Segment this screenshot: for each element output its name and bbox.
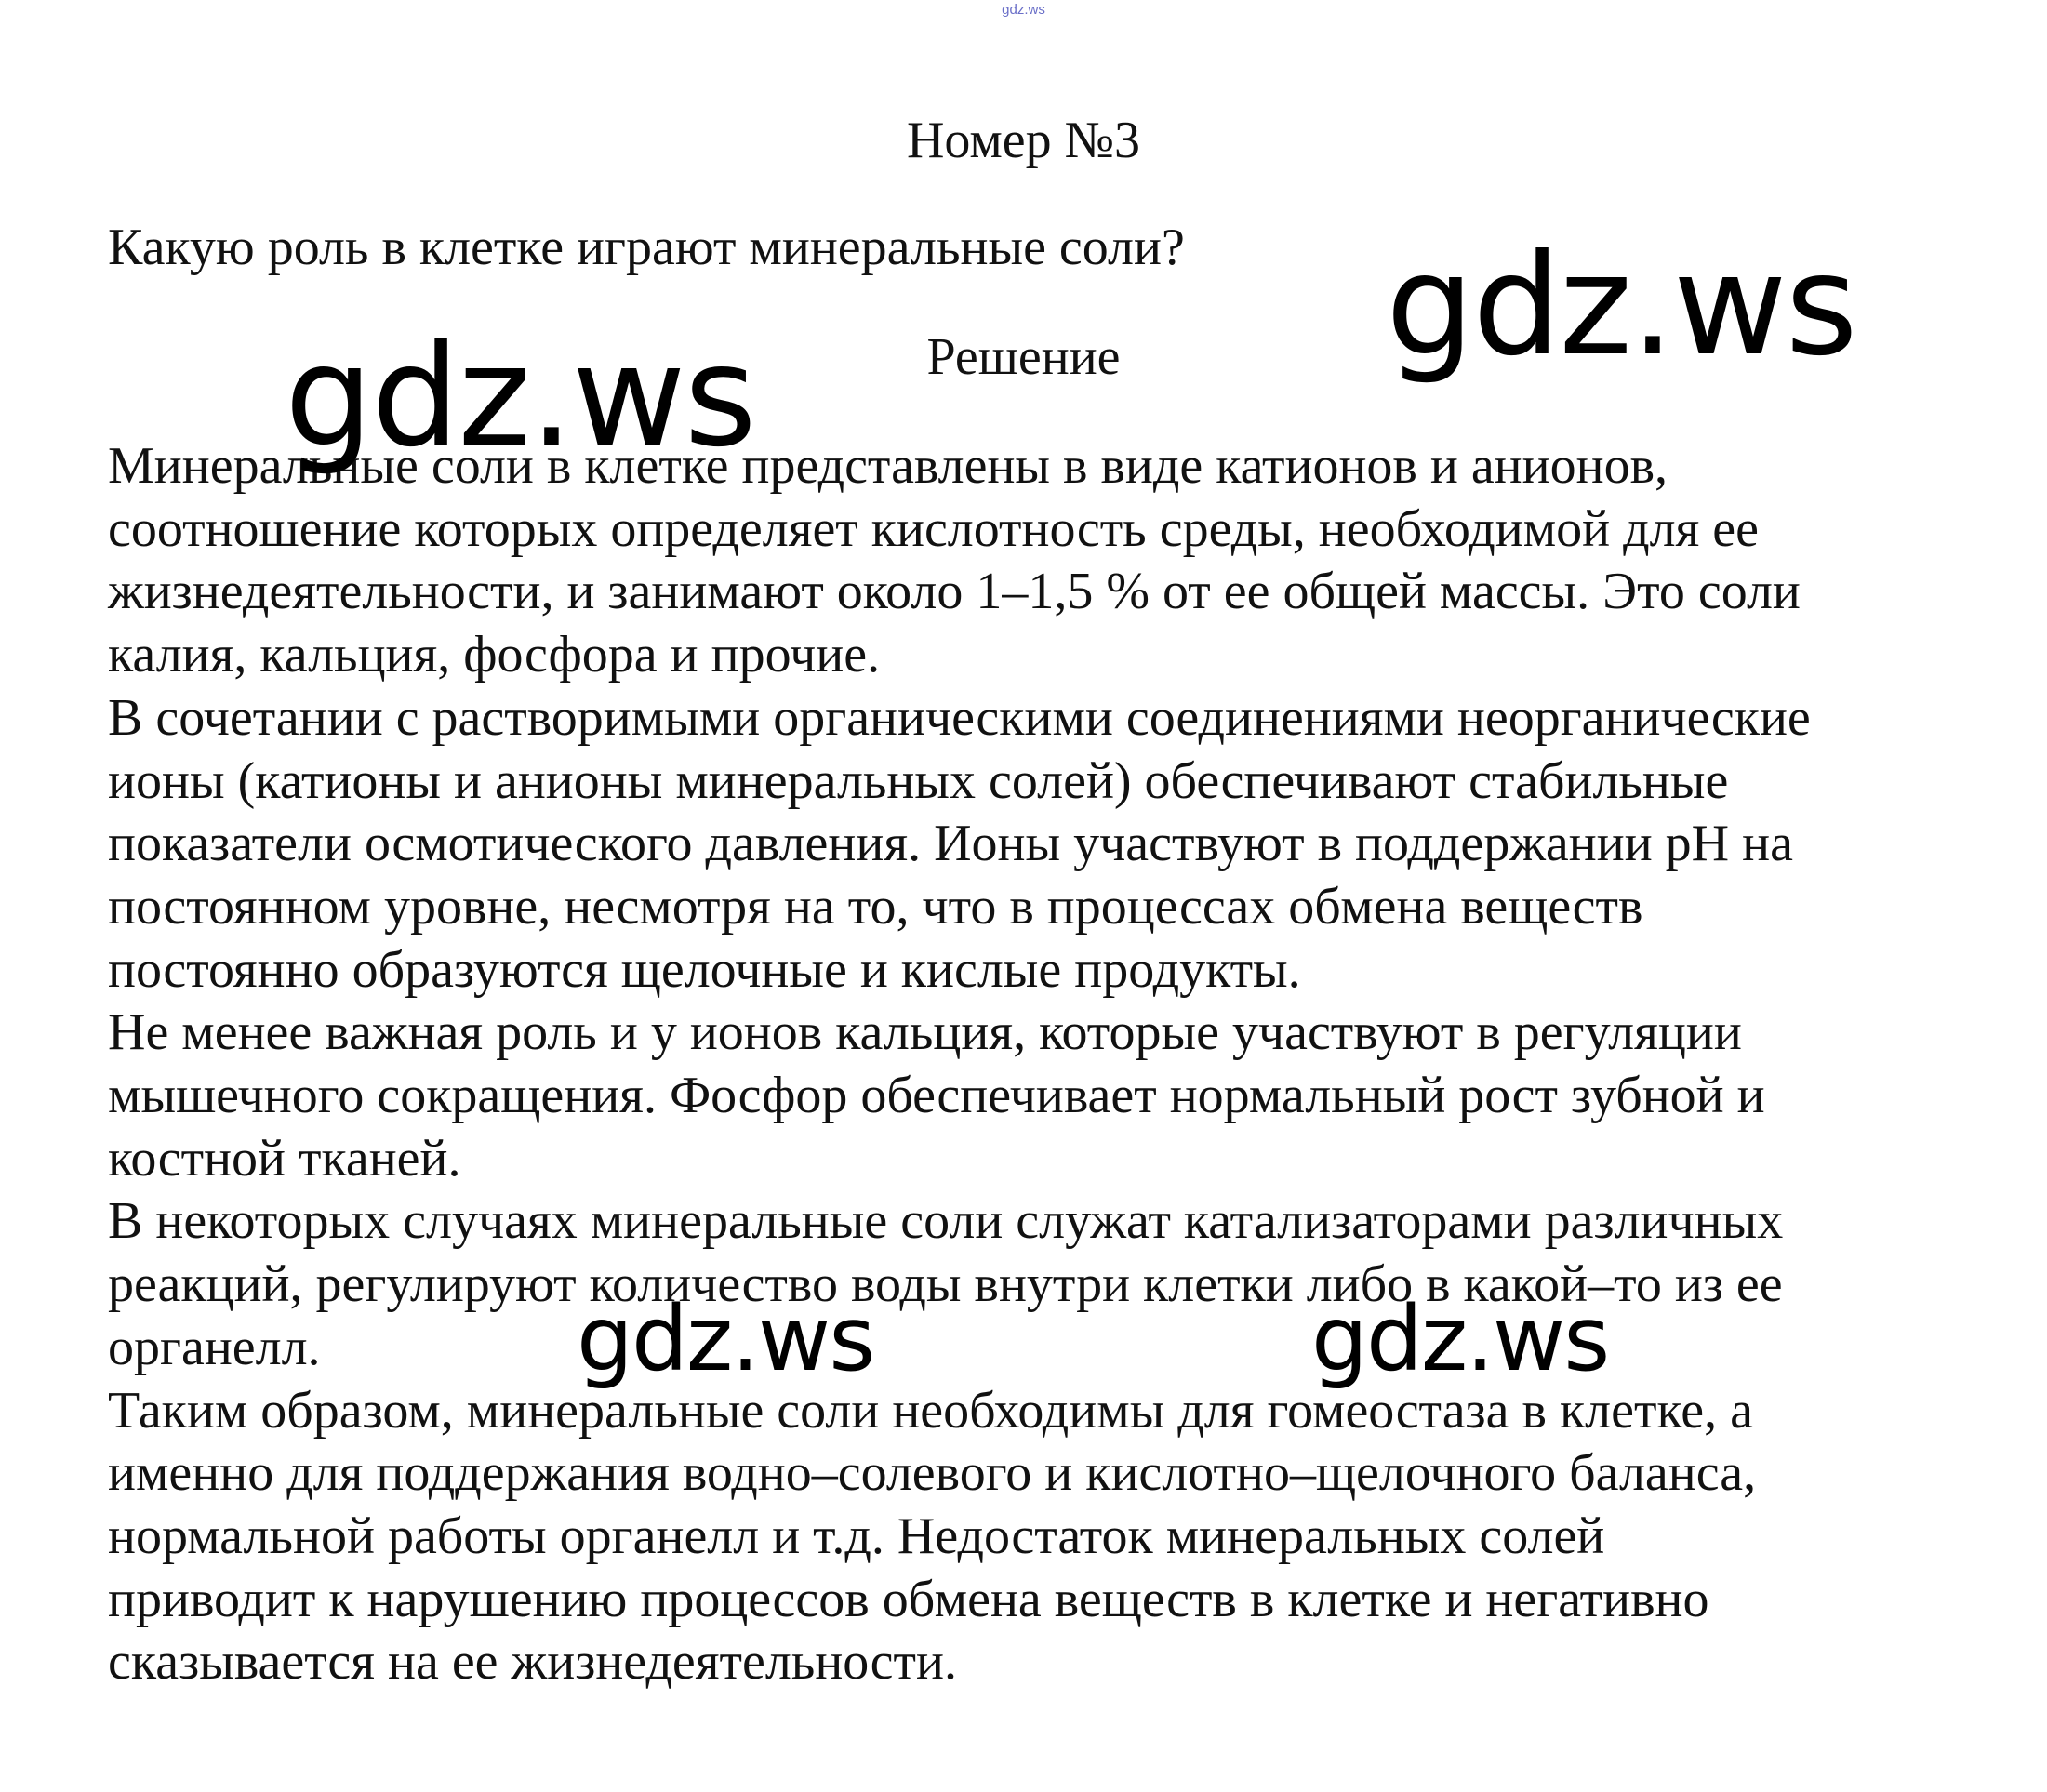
solution-heading: Решение <box>926 328 1121 386</box>
answer-line: нормальной работы органелл и т.д. Недостаток минеральных солей <box>108 1507 1605 1565</box>
answer-text <box>108 435 2005 1694</box>
answer-line: Минеральные соли в клетке представлены в виде катионов и анионов, <box>108 437 1668 495</box>
watermark: gdz.ws <box>1386 225 1856 387</box>
watermark: gdz.ws <box>1311 1287 1609 1391</box>
watermark: gdz.ws <box>577 1287 874 1391</box>
answer-line: показатели осмотического давления. Ионы участвуют в поддержании рН на <box>108 815 1793 873</box>
answer-line: В некоторых случаях минеральные соли служат катализаторами различных <box>108 1192 1784 1251</box>
answer-line: постоянно образуются щелочные и кислые продукты. <box>108 940 1301 999</box>
answer-line: соотношение которых определяет кислотность среды, необходимой для ее <box>108 499 1760 558</box>
answer-line: органелл. <box>108 1318 321 1376</box>
answer-line: приводит к нарушению процессов обмена веществ в клетке и негативно <box>108 1570 1709 1628</box>
answer-line: костной тканей. <box>108 1129 461 1188</box>
answer-line: сказывается на ее жизнедеятельности. <box>108 1633 957 1692</box>
answer-line: калия, кальция, фосфора и прочие. <box>108 626 881 684</box>
answer-line: именно для поддержания водно–солевого и кислотно–щелочного баланса, <box>108 1444 1757 1503</box>
question-text: Какую роль в клетке играют минеральные соли? <box>108 219 1185 276</box>
answer-line: мышечного сокращения. Фосфор обеспечивает нормальный рост зубной и <box>108 1067 1765 1125</box>
top-watermark: gdz.ws <box>1002 2 1045 18</box>
answer-line: реакций, регулируют количество воды внутри клетки либо в какой–то из ее <box>108 1255 1783 1314</box>
answer-line: ионы (катионы и анионы минеральных солей) обеспечивают стабильные <box>108 751 1729 810</box>
answer-line: Таким образом, минеральные соли необходимы для гомеостаза в клетке, а <box>108 1381 1753 1440</box>
page-title: Номер №3 <box>906 112 1141 169</box>
answer-line: постоянном уровне, несмотря на то, что в процессах обмена веществ <box>108 877 1643 936</box>
watermark: gdz.ws <box>285 316 755 478</box>
answer-line: Не менее важная роль и у ионов кальция, которые участвуют в регуляции <box>108 1003 1742 1062</box>
answer-line: жизнедеятельности, и занимают около 1–1,5 % от ее общей массы. Это соли <box>108 563 1801 621</box>
answer-line: В сочетании с растворимыми органическими соединениями неорганические <box>108 688 1811 747</box>
